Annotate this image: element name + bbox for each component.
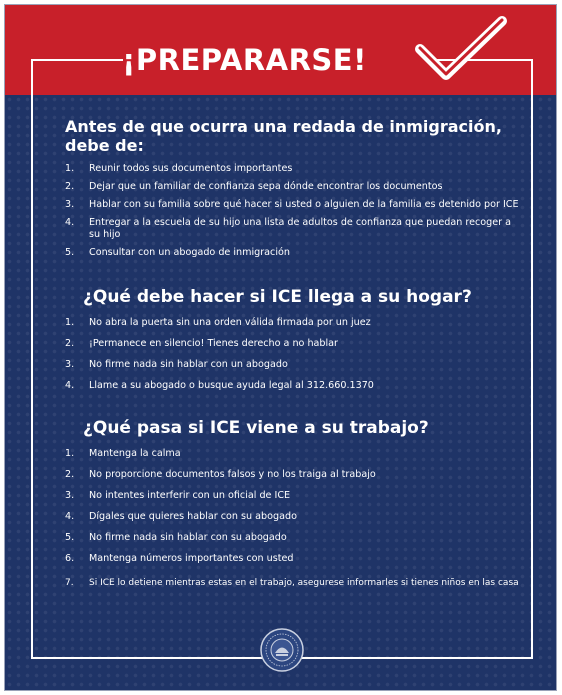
item-number: 5. xyxy=(65,247,75,258)
item-text: Consultar con un abogado de inmigración xyxy=(89,247,290,258)
item-text: Reunir todos sus documentos importantes xyxy=(89,163,293,174)
list-item xyxy=(53,338,543,350)
item-text: No firme nada sin hablar con un abogado xyxy=(89,359,288,370)
list-item xyxy=(53,247,543,259)
item-number: 3. xyxy=(65,199,75,210)
list-item xyxy=(53,359,543,371)
item-text: No abra la puerta sin una orden válida firmada por un juez xyxy=(89,317,371,328)
item-text: Llame a su abogado o busque ayuda legal al 312.660.1370 xyxy=(89,380,374,391)
list-item xyxy=(53,163,543,175)
section-heading-before-raid: Antes de que ocurra una redada de inmigración, debe de: xyxy=(65,117,502,155)
seal-icon xyxy=(260,628,304,672)
list-item xyxy=(53,511,543,523)
item-text: Mantenga la calma xyxy=(89,448,181,459)
item-text: Hablar con su familia sobre qué hacer si usted o alguien de la familia es detenido por ICE xyxy=(89,199,519,210)
content xyxy=(53,117,543,589)
item-number: 2. xyxy=(65,181,75,192)
item-text: No proporcione documentos falsos y no los traiga al trabajo xyxy=(89,469,376,480)
item-number: 4. xyxy=(65,380,75,391)
item-number: 4. xyxy=(65,511,75,522)
item-number: 6. xyxy=(65,553,75,564)
list-item xyxy=(53,490,543,502)
item-text: No firme nada sin hablar con su abogado xyxy=(89,532,287,543)
item-number: 2. xyxy=(65,469,75,480)
item-text: Mantenga números importantes con usted xyxy=(89,553,294,564)
checkmark-icon xyxy=(410,15,510,85)
list-item xyxy=(53,469,543,481)
list-item xyxy=(53,317,543,329)
list-ice-at-home xyxy=(53,317,543,392)
section-heading-ice-at-work: ¿Qué pasa si ICE viene a su trabajo? xyxy=(83,418,429,438)
item-number: 3. xyxy=(65,490,75,501)
item-number: 1. xyxy=(65,317,75,328)
list-item xyxy=(53,577,543,589)
poster xyxy=(4,4,557,691)
item-text: Dejar que un familiar de confianza sepa dónde encontrar los documentos xyxy=(89,181,443,192)
list-before-raid xyxy=(53,163,543,259)
item-text: Si ICE lo detiene mientras estas en el trabajo, asegurese informarles si tienes niños en las casa xyxy=(89,578,519,588)
title-box xyxy=(123,31,426,89)
item-text: Dígales que quieres hablar con su abogado xyxy=(89,511,297,522)
item-number: 4. xyxy=(65,217,75,228)
list-item xyxy=(53,448,543,460)
list-item xyxy=(53,181,543,193)
list-item xyxy=(53,553,543,565)
item-number: 1. xyxy=(65,163,75,174)
item-text: No intentes interferir con un oficial de ICE xyxy=(89,490,291,501)
item-number: 2. xyxy=(65,338,75,349)
item-number: 7. xyxy=(65,578,74,588)
list-item xyxy=(53,532,543,544)
item-number: 3. xyxy=(65,359,75,370)
list-item xyxy=(53,217,543,241)
item-text: Entregar a la escuela de su hijo una lista de adultos de confianza que puedan recoger a su hijo xyxy=(89,217,511,240)
list-item xyxy=(53,380,543,392)
section-heading-ice-at-home: ¿Qué debe hacer si ICE llega a su hogar? xyxy=(83,287,472,307)
item-number: 5. xyxy=(65,532,75,543)
list-item xyxy=(53,199,543,211)
list-ice-at-work xyxy=(53,448,543,589)
item-text: ¡Permanece en silencio! Tienes derecho a no hablar xyxy=(89,338,338,349)
item-number: 1. xyxy=(65,448,75,459)
page-title: ¡PREPARARSE! xyxy=(122,43,367,77)
